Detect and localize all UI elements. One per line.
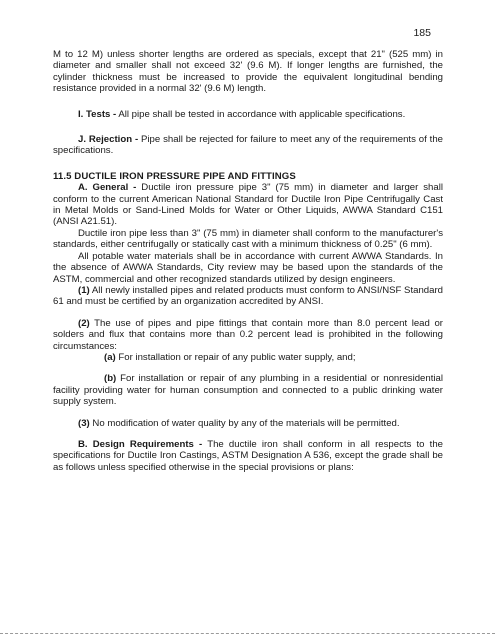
general-label: A. General - <box>78 182 137 194</box>
item-2a-paragraph <box>53 352 443 363</box>
ductile-small-paragraph: Ductile iron pipe less than 3" (75 mm) in diameter shall conform to the manufacturer's standards, either centrifugally or statically cast with a minimum thickness of 0.25" (6 mm). <box>53 227 443 251</box>
item-2a-text: For installation or repair of any public water supply, and; <box>115 351 356 363</box>
tests-text: All pipe shall be tested in accordance with applicable specifications. <box>116 108 406 120</box>
design-label: B. Design Requirements - <box>78 438 203 450</box>
tests-paragraph <box>53 109 443 120</box>
footer-divider <box>0 633 495 634</box>
item-1-label: (1) <box>78 284 90 296</box>
rejection-paragraph <box>53 134 443 157</box>
item-1-paragraph <box>53 285 443 308</box>
intro-paragraph: M to 12 M) unless shorter lengths are ordered as specials, except that 21" (525 mm) in diameter and smaller shall not exceed 32' (9.6 M). If longer lengths are furnished, the cylinder thickness must be increased to provide the equivalent longitudinal bending resistance provided in a normal 32' (9.6 M) length. <box>53 49 443 95</box>
general-paragraph <box>53 182 443 228</box>
item-2b-label: (b) <box>104 373 117 385</box>
potable-paragraph: All potable water materials shall be in accordance with current AWWA Standards. In the absence of AWWA Standards, City review may be based upon the standards of the ASTM, commercial and other recognized standards utilized by design engineers. <box>53 250 443 285</box>
item-2-label: (2) <box>78 317 90 329</box>
section-heading: 11.5 DUCTILE IRON PRESSURE PIPE AND FITTINGS <box>53 170 296 182</box>
rejection-label: J. Rejection - <box>78 134 139 146</box>
item-2-paragraph <box>53 318 443 352</box>
rejection-text: Pipe shall be rejected for failure to meet any of the requirements of the specifications. <box>53 134 443 157</box>
tests-label: I. Tests - <box>78 108 117 120</box>
document-body <box>53 49 443 473</box>
item-3-paragraph <box>53 418 443 429</box>
page-number: 185 <box>413 27 431 39</box>
design-text: The ductile iron shall conform in all respects to the specifications for Ductile Iron Castings, ASTM Designation A 536, except the grade shall be as follows unless specified otherwise in the special provisions or plans: <box>53 438 444 473</box>
item-3-text: No modification of water quality by any of the materials will be permitted. <box>89 417 400 429</box>
item-2b-paragraph <box>53 373 443 407</box>
item-2b-text: For installation or repair of any plumbing in a residential or nonresidential facility providing water for human consumption and connected to a public drinking water supply system. <box>53 373 443 408</box>
item-3-label: (3) <box>78 417 90 429</box>
general-text: Ductile iron pressure pipe 3" (75 mm) in diameter and larger shall conform to the current American National Standard for Ductile Iron Pipe Centrifugally Cast in Metal Molds or Sand-Lined Molds for Water or Other Liquids, AWWA Standard C151 (ANSI A21.51). <box>53 182 443 228</box>
item-2-text: The use of pipes and pipe fittings that contain more than 8.0 percent lead or solders and flux that contains more than 0.2 percent lead is prohibited in the following circumstances: <box>53 317 443 352</box>
item-2a-label: (a) <box>104 351 116 363</box>
design-requirements-paragraph <box>53 439 443 473</box>
item-1-text: All newly installed pipes and related products must conform to ANSI/NSF Standard 61 and must be certified by an organization accredited by ANSI. <box>53 284 443 308</box>
